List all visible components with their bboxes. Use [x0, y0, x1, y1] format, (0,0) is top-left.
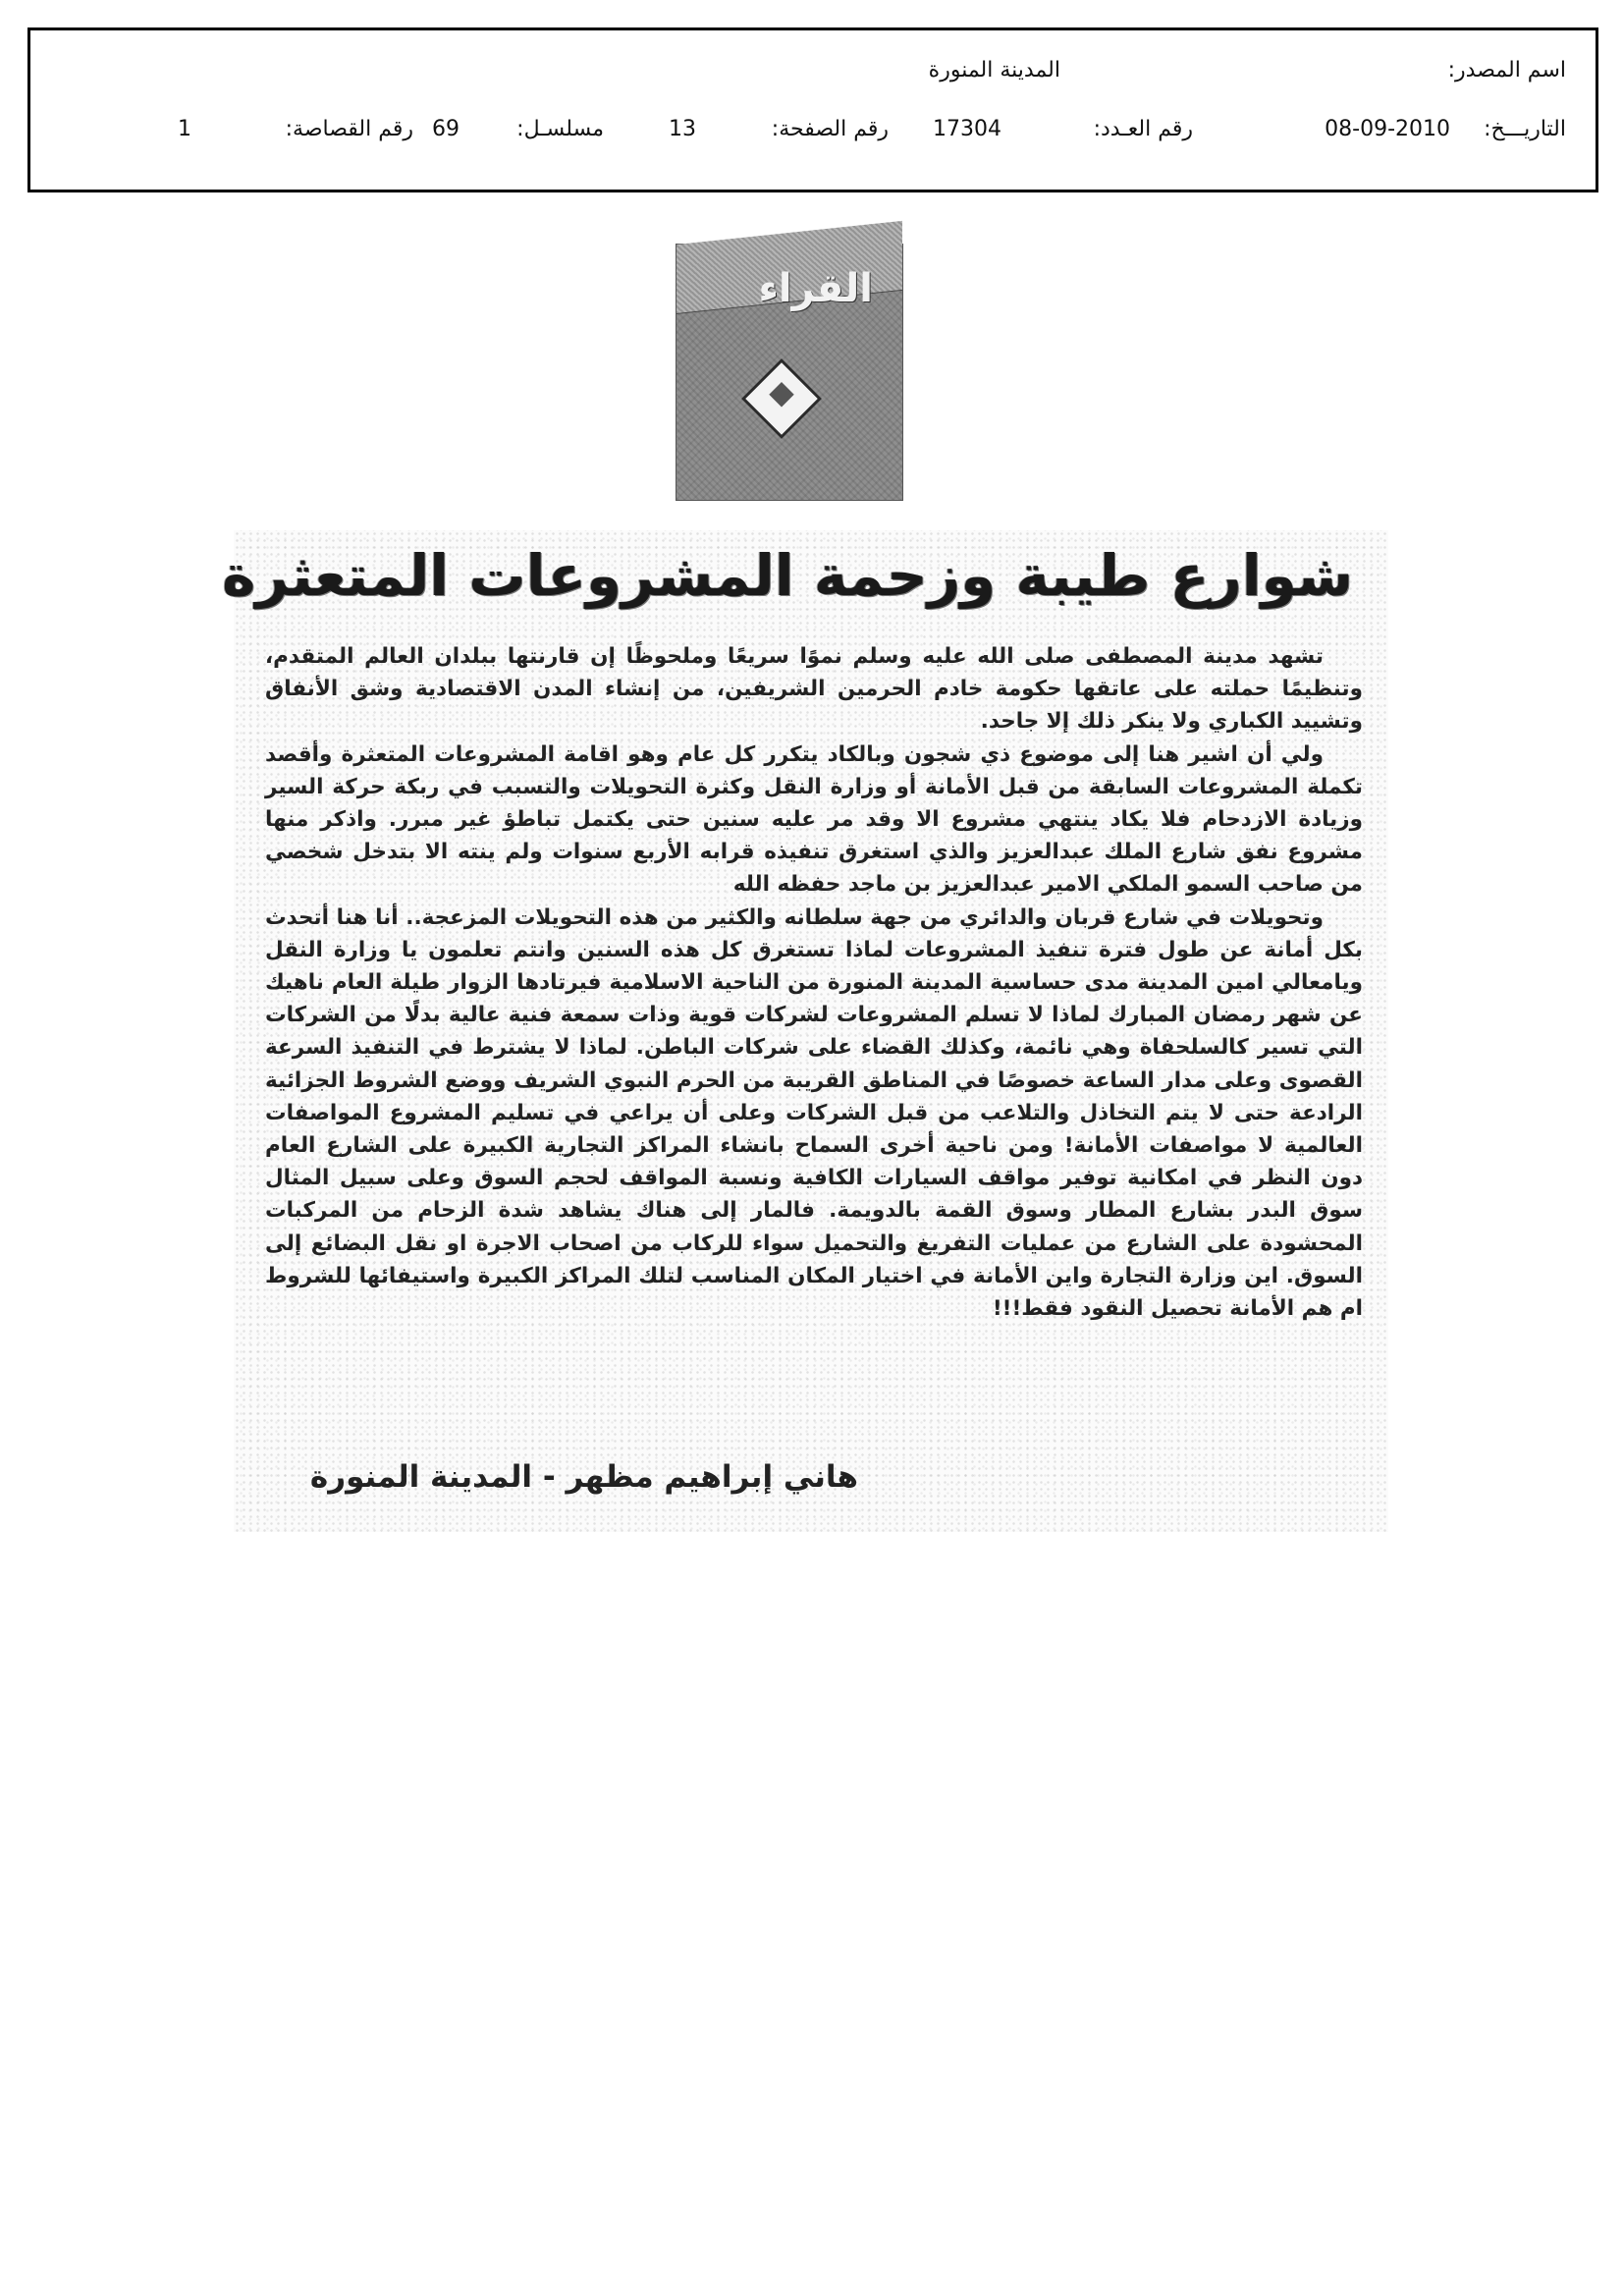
source-value: المدينة المنورة [928, 58, 1060, 82]
issue-value: 17304 [933, 117, 1001, 141]
clipping-header [27, 27, 1598, 192]
article-body [265, 640, 1363, 1325]
clipping-value: 1 [178, 117, 191, 141]
article-headline: شوارع طيبة وزحمة المشروعات المتعثرة [222, 542, 1353, 609]
readers-section-logo [676, 244, 903, 501]
date-label: التاريـــخ: [1484, 117, 1566, 141]
article-byline: هاني إبراهيم مظهر - المدينة المنورة [309, 1459, 858, 1495]
article-paragraph: ولي أن اشير هنا إلى موضوع ذي شجون وبالكاد يتكرر كل عام وهو اقامة المشروعات المتعثرة وأقصد تكملة المشروعات السابقة من قبل الأمانة أو وزارة النقل وكثرة التحويلات والتسبب في ربكة حركة السير وزيادة الازدحام فلا يكاد ينتهي مشروع الا وقد مر عليه سنين حتى يكتمل تباطؤ غير مبرر. واذكر منها مشروع نفق شارع الملك عبدالعزيز والذي استغرق تنفيذه قرابه الأربع سنوات ولم ينته الا بتدخل شخصي من صاحب السمو الملكي الامير عبدالعزيز بن ماجد حفظه الله [265, 741, 1363, 898]
serial-label: مسلسـل: [516, 117, 604, 141]
diamond-emblem-icon [741, 358, 822, 439]
article-paragraph: وتحويلات في شارع قربان والدائري من جهة سلطانه والكثير من هذه التحويلات المزعجة.. أنا هنا أتحدث بكل أمانة عن طول فترة تنفيذ المشروعات لماذا تستغرق كل هذه السنين وانتم تعلمون يا وزارة النقل ويامعالي امين المدينة مدى حساسية المدينة المنورة من الناحية الاسلامية فيرتادها الزوار طيلة العام ناهيك عن شهر رمضان المبارك لماذا لا تسلم المشروعات لشركات قوية وذات سمعة فنية عالية بدلًا من الشركات التي تسير كالسلحفاة وهي نائمة، وكذلك القضاء على شركات الباطن. لماذا لا يشترط في التنفيذ السرعة القصوى وعلى مدار الساعة خصوصًا في المناطق القريبة من الحرم النبوي الشريف ووضع الشروط الجزائية الرادعة حتى لا يتم التخاذل والتلاعب من قبل الشركات وعلى أن يراعي في تسليم المشروع المواصفات العالمية لا مواصفات الأمانة! ومن ناحية أخرى السماح بانشاء المراكز التجارية الكبيرة على الشارع العام دون النظر في امكانية توفير مواقف السيارات الكافية ونسبة المواقف لحجم السوق وعلى سبيل المثال سوق البدر بشارع المطار وسوق القمة بالدويمة. فالمار إلى هناك يشاهد شدة الزحام من المركبات المحشودة على الشارع من عمليات التفريغ والتحميل سواء للركاب من اصحاب الاجرة او نقل البضائع إلى السوق. اين وزارة التجارة واين الأمانة في اختيار المكان المناسب لتلك المراكز الكبيرة واستيفائها للشروط ام هم الأمانة تحصيل النقود فقط!!! [265, 904, 1363, 1322]
serial-value: 69 [432, 117, 460, 141]
article-clipping [222, 530, 1388, 1532]
source-label: اسم المصدر: [1447, 58, 1566, 82]
date-value: 08-09-2010 [1325, 117, 1450, 141]
page-value: 13 [669, 117, 696, 141]
page-label: رقم الصفحة: [771, 117, 889, 141]
logo-word: القراء [758, 266, 873, 311]
clipping-label: رقم القصاصة: [285, 117, 413, 141]
issue-label: رقم العـدد: [1093, 117, 1193, 141]
article-paragraph: تشهد مدينة المصطفى صلى الله عليه وسلم نموًا سريعًا وملحوظًا إن قارنتها ببلدان العالم المتقدم، وتنظيمًا حملته على عاتقها حكومة خادم الحرمين الشريفين، من إنشاء المدن الاقتصادية وشق الأنفاق وتشييد الكباري ولا ينكر ذلك إلا جاحد. [265, 644, 1363, 735]
